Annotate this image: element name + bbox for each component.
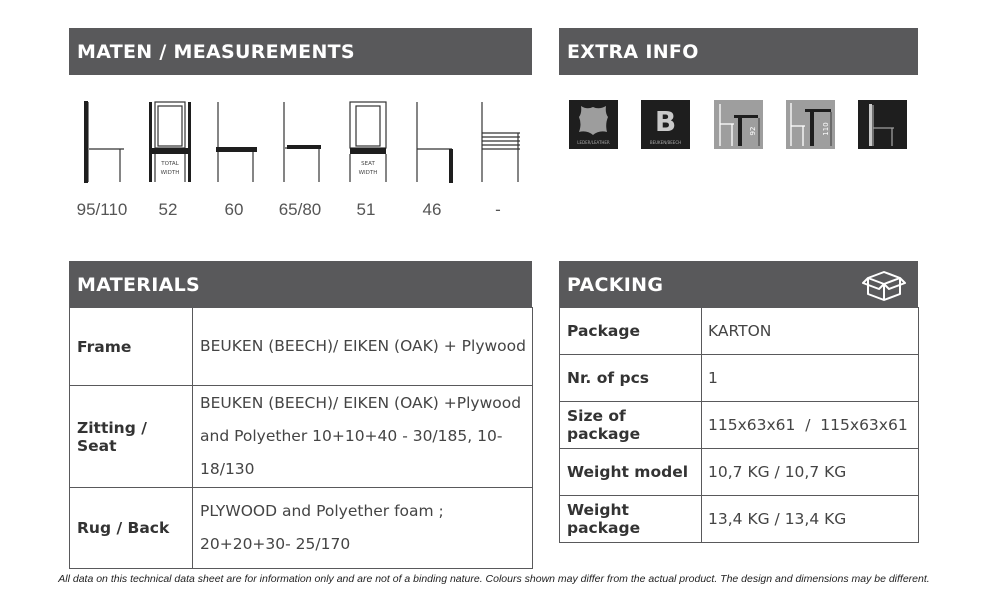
seat-width-label-1: SEAT: [361, 161, 375, 167]
table-row: [560, 308, 919, 355]
chair-silhouette-icon: [858, 100, 907, 149]
disclaimer-text: All data on this technical data sheet are for information only and are not of a binding nature. Colours shown may differ from the actual product. The design and dimensions may be different.: [58, 573, 930, 585]
packing-label: Size of package: [560, 402, 702, 449]
measurement-value: 51: [356, 200, 376, 219]
material-label: Zitting / Seat: [70, 386, 193, 488]
material-value: [193, 386, 533, 488]
measurements-header: [69, 28, 532, 75]
packing-value: 10,7 KG / 10,7 KG: [702, 449, 919, 496]
table-row: [70, 488, 533, 569]
chair-side-height-icon: [82, 100, 126, 184]
chair-side-armrest-icon: [280, 100, 324, 184]
material-value: [193, 308, 533, 386]
beech-b-icon: [641, 100, 690, 149]
material-value-line: BEUKEN (BEECH)/ EIKEN (OAK) + Plywood: [200, 337, 526, 355]
material-value-line: BEUKEN (BEECH)/ EIKEN (OAK) +Plywood: [200, 394, 522, 412]
packing-label: Nr. of pcs: [560, 355, 702, 402]
extra-info-header: [559, 28, 918, 75]
table-height-92-icon: [714, 100, 763, 149]
measurement-value: 52: [158, 200, 178, 219]
box-package-icon: [862, 267, 906, 303]
materials-header: [69, 261, 532, 308]
packing-table: [559, 307, 919, 543]
chair-side-seat-height-icon: [412, 100, 456, 184]
table-height-92-number: 92: [749, 126, 757, 136]
table-row: [70, 386, 533, 488]
measurement-value: 95/110: [76, 200, 128, 219]
beech-letter: B: [654, 105, 677, 138]
extra-info-title: EXTRA INFO: [567, 40, 699, 63]
material-label: Rug / Back: [70, 488, 193, 569]
measurement-value: 46: [422, 200, 442, 219]
packing-header: [559, 261, 918, 308]
packing-value: KARTON: [702, 308, 919, 355]
material-value: [193, 488, 533, 569]
material-value-line: 20+20+30- 25/170: [200, 535, 351, 553]
leather-hide-icon: [569, 100, 618, 149]
table-row: [560, 496, 919, 543]
measurement-value: -: [495, 200, 501, 219]
table-height-110-icon: [786, 100, 835, 149]
measurements-title: MATEN / MEASUREMENTS: [77, 40, 355, 63]
table-row: [70, 308, 533, 386]
seat-width-label-2: WIDTH: [358, 170, 378, 176]
chair-front-seat-width-icon: [346, 100, 390, 184]
chair-front-total-width-icon: [148, 100, 192, 184]
packing-label: Weight package: [560, 496, 702, 543]
packing-value: 13,4 KG / 13,4 KG: [702, 496, 919, 543]
materials-table: [69, 307, 533, 569]
total-width-label-1: TOTAL: [161, 161, 179, 167]
material-value-line: PLYWOOD and Polyether foam ;: [200, 502, 444, 520]
materials-title: MATERIALS: [77, 273, 200, 296]
table-height-110-number: 110: [822, 122, 830, 136]
leather-caption: LEDER/LEATHER: [577, 140, 610, 145]
chair-side-back-icon: [478, 100, 522, 184]
packing-value: 115x63x61 / 115x63x61: [702, 402, 919, 449]
material-value-line: and Polyether 10+10+40 - 30/185, 10-18/130: [200, 427, 503, 478]
material-label: Frame: [70, 308, 193, 386]
total-width-label-2: WIDTH: [160, 170, 180, 176]
packing-value: 1: [702, 355, 919, 402]
table-row: [560, 402, 919, 449]
packing-label: Package: [560, 308, 702, 355]
packing-title: PACKING: [567, 273, 664, 296]
beech-caption: BEUKEN/BEECH: [649, 140, 682, 145]
packing-label: Weight model: [560, 449, 702, 496]
chair-side-depth-icon: [214, 100, 258, 184]
table-row: [560, 355, 919, 402]
measurement-value: 65/80: [278, 200, 322, 219]
table-row: [560, 449, 919, 496]
measurement-value: 60: [224, 200, 244, 219]
